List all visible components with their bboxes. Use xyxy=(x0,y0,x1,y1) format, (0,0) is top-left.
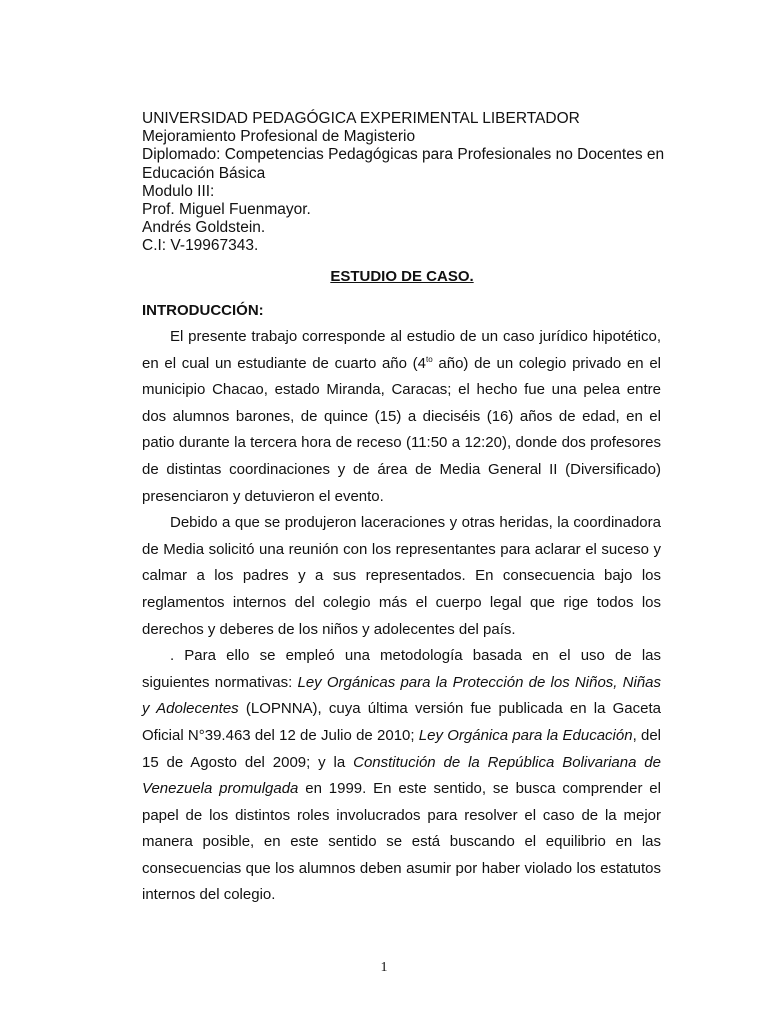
document-body xyxy=(142,324,661,909)
section-heading-introduction: INTRODUCCIÓN: xyxy=(142,302,264,319)
diploma-line-2: Educación Básica xyxy=(142,164,266,182)
law-name-education: Ley Orgánica para la Educación xyxy=(418,726,633,744)
paragraph-2: Debido a que se produjeron laceraciones y otras heridas, la coordinadora de Media solicitó una reunión con los representantes para aclarar el suceso y calmar a los padres y a sus representados. En consecuencia bajo los reglamentos internos del colegio más el cuerpo legal que rige todos los derechos y deberes de los niños y adolecentes del país. xyxy=(142,514,661,638)
diploma-line-1: Diplomado: Competencias Pedagógicas para Profesionales no Docentes en xyxy=(142,146,665,164)
law-name-constitution: Constitución de la República Bolivariana de Venezuela promulgada xyxy=(142,753,661,798)
student-name: Andrés Goldstein. xyxy=(142,219,266,237)
paragraph-1-text-b: año) de un colegio privado en el municipio Chacao, estado Miranda, Caracas; el hecho fue una pelea entre dos alumnos barones, de quince (15) a dieciséis (16) años de edad, en el patio durante la tercera hora de receso (11:50 a 12:20), donde dos profesores de distintas coordinaciones y de área de Media General II (Diversificado) presenciaron y detuvieron el evento. xyxy=(142,354,661,505)
paragraph-3-text-2: (LOPNNA), cuya última versión fue publicada en la Gaceta Oficial N°39.463 del 12 de Julio de 2010; xyxy=(142,700,661,744)
page-number: 1 xyxy=(380,960,388,975)
paragraph-3-text-4: en 1999. En este sentido, se busca comprender el papel de los distintos roles involucrados para resolver el caso de la mejor manera posible, en este sentido se está buscando el equilibrio en las consecuencias que los alumnos deben asumir por haber violado los estatutos internos del colegio. xyxy=(142,780,661,904)
student-id: C.I: V-19967343. xyxy=(142,237,259,255)
module-label: Modulo III: xyxy=(142,182,215,200)
document-title: ESTUDIO DE CASO. xyxy=(330,268,474,285)
paragraph-3-text-1: . Para ello se empleó una metodología basada en el uso de las siguientes normativas: xyxy=(142,647,661,691)
ordinal-superscript: to xyxy=(426,354,433,364)
paragraph-1 xyxy=(142,324,661,510)
paragraph-1-text-a: El presente trabajo corresponde al estudio de un caso jurídico hipotético, en el cual un estudiante de cuarto año (4 xyxy=(142,328,661,372)
paragraph-3-text-3: , del 15 de Agosto del 2009; y la xyxy=(142,726,662,771)
paragraph-3 xyxy=(142,643,661,909)
professor-name: Prof. Miguel Fuenmayor. xyxy=(142,201,311,219)
law-name-lopnna: Ley Orgánicas para la Protección de los Niños, Niñas y Adolecentes xyxy=(142,673,662,718)
program-name: Mejoramiento Profesional de Magisterio xyxy=(142,128,416,146)
document-header xyxy=(142,110,665,256)
university-name: UNIVERSIDAD PEDAGÓGICA EXPERIMENTAL LIBERTADOR xyxy=(142,110,580,127)
